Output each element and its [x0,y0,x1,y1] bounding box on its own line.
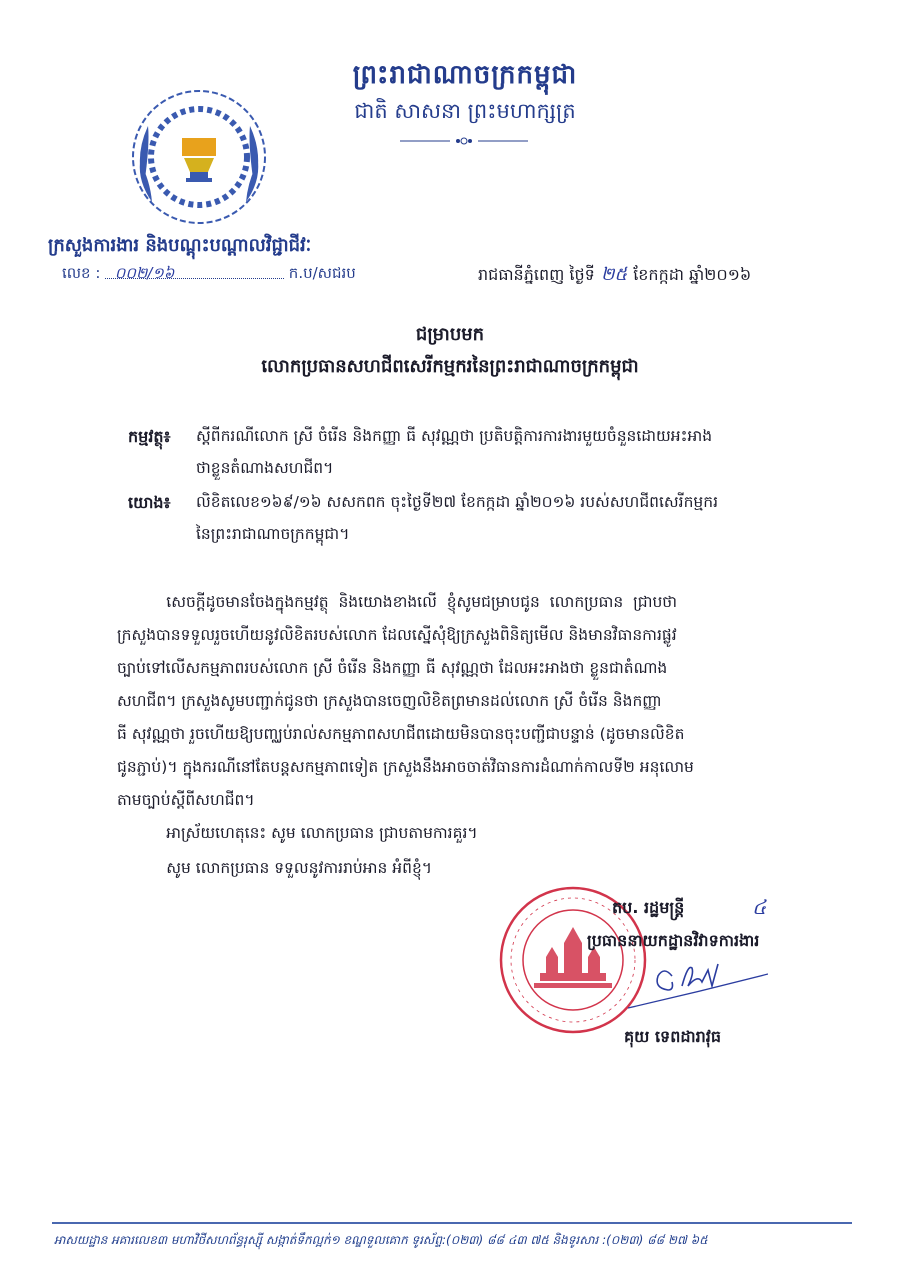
subject-line-2: ថាខ្លួនតំណាងសហជីព។ [196,459,334,477]
ref-number: ០០២/១៦ [114,264,175,282]
national-motto: ជាតិ សាសនា ព្រះមហាក្សត្រ [354,99,576,123]
ref-label: លេខ : [62,264,101,282]
reference-label: យោង៖ [128,493,171,512]
ministry-emblem-icon [128,86,270,228]
signer-position: ប្រធាននាយកដ្ឋានវិវាទការងារ [587,931,760,950]
subject-line-1: ស្តីពីករណីលោក ស្រី ចំរើន និងកញ្ញា ធី សុវណ្ណថា ប្រតិបត្តិការការងារមួយចំនួនដោយអះអាង [196,427,713,445]
reference-line-1: លិខិតលេខ១៦៩/១៦ សសកពក ចុះថ្ងៃទី២៧ ខែកក្កដា ឆ្នាំ២០១៦ របស់សហជីពសេរីកម្មករ [196,493,719,511]
date-line [478,262,751,289]
body-line: ជូនភ្ជាប់)។ ក្នុងករណីនៅតែបន្តសកម្មភាពទៀត ក្រសួងនឹងអាចចាត់វិធានការដំណាក់កាលទី២ អនុលោម [117,758,694,776]
body-line: សហជីព។ ក្រសួងសូមបញ្ជាក់ជូនថា ក្រសួងបានចេញលិខិតព្រមានដល់លោក ស្រី ចំរើន និងកញ្ញា [117,692,662,710]
kingdom-title: ព្រះរាជាណាចក្រកម្ពុជា [352,60,578,90]
handwritten-mark: ៤ [752,895,767,919]
ref-dotted-fill [105,264,284,282]
body-line: តាមច្បាប់ស្តីពីសហជីព។ [117,791,255,809]
subject-label: កម្មវត្ថុ៖ [128,427,171,446]
closing-line-2: សូម លោកប្រធាន ទទួលនូវការរាប់អាន អំពីខ្ញុំ។ [117,859,433,877]
ref-suffix: ក.ប/សជរប [288,264,356,282]
footer-address: អាសយដ្ឋាន អគារលេខ៣ មហាវិថីសហព័ន្ធរុស្ស៊ី សង្កាត់ទឹកល្អក់១ ខណ្ឌទួលគោក ទូរស័ព្ទ:(០២៣) ៨៨ ៤៣ ៧៥ និងទូរសារ :(០២៣) ៨៨ ២៧ ៦៥ [54,1233,708,1247]
body-line: សេចក្តីដូចមានចែងក្នុងកម្មវត្ថុ និងយោងខាងលើ ខ្ញុំសូមជម្រាបជូន លោកប្រធាន ជ្រាបថា [117,593,678,611]
ornament-divider-icon [400,136,528,146]
date-prefix: រាជធានីភ្នំពេញ ថ្ងៃទី [478,265,595,284]
date-month-year: ខែកក្កដា ឆ្នាំ២០១៦ [633,265,752,284]
body-line: ក្រសួងបានទទួលរួចហើយនូវលិខិតរបស់លោក ដែលស្នើសុំឱ្យក្រសួងពិនិត្យមើល និងមានវិធានការផ្លូវ [117,626,677,644]
salutation-label: ជម្រាបមក [415,324,485,345]
body-line: ធី សុវណ្ណថា រួចហើយឱ្យបញ្ឈប់រាល់សកម្មភាពសហជីពដោយមិនបានចុះបញ្ជីជាបន្ទាន់ (ដូចមានលិខិត [117,725,685,743]
signer-title: តប. រដ្ឋមន្ត្រី [612,898,685,917]
footer-divider [52,1222,852,1224]
signer-name: គុយ ទេពដារាវុធ [624,1027,721,1046]
handwritten-signature-icon [628,946,768,1016]
body-line: ច្បាប់ទៅលើសកម្មភាពរបស់លោក ស្រី ចំរើន និងកញ្ញា ធី សុវណ្ណថា ដែលអះអាងថា ខ្លួនជាតំណាង [117,659,668,677]
closing-line-1: អាស្រ័យហេតុនេះ សូម លោកប្រធាន ជ្រាបតាមការគួរ។ [117,824,478,842]
date-day: ២៥ [600,264,628,285]
reference-line-2: នៃព្រះរាជាណាចក្រកម្ពុជា។ [196,525,350,543]
reference-number-line [62,264,356,286]
ministry-name: ក្រសួងការងារ និងបណ្តុះបណ្តាលវិជ្ជាជីវៈ [48,235,312,256]
recipient-name: លោកប្រធានសហជីពសេរីកម្មករនៃព្រះរាជាណាចក្រកម្ពុជា [261,356,639,377]
